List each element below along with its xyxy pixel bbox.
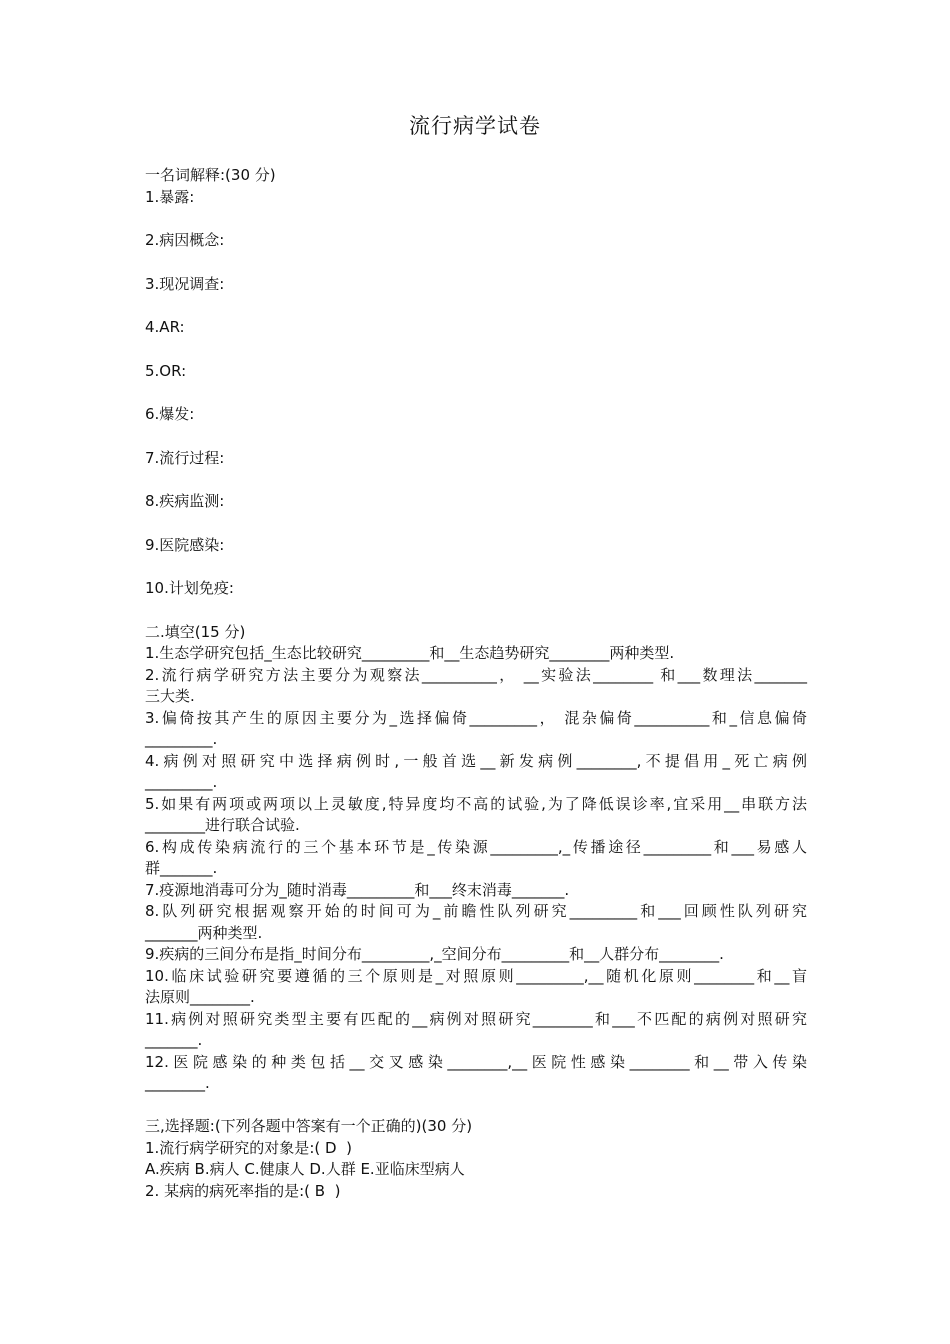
fill-blank-line: _________. <box>145 773 218 791</box>
definition-item: 9.医院感染: <box>145 535 225 554</box>
fill-blank-line: 3.偏倚按其产生的原因主要分为_选择偏倚_________， 混杂偏倚__________和_信息偏倚 <box>145 708 807 727</box>
section3-heading: 三,选择题:(下列各题中答案有一个正确的)(30 分) <box>145 1117 473 1135</box>
question-line: 1.流行病学研究的对象是:( D ) <box>145 1138 352 1157</box>
fill-blank-line: ________进行联合试验. <box>145 816 300 834</box>
definition-item: 7.流行过程: <box>145 448 225 467</box>
fill-blank-line: 9.疾病的三间分布是指_时间分布_________,_空间分布_________和__人群分布________. <box>145 945 724 963</box>
fill-blank-line: ________. <box>145 1074 210 1092</box>
question-line: 2. 某病的病死率指的是:( B ) <box>145 1181 341 1200</box>
definition-item: 4.AR: <box>145 318 185 336</box>
fill-blank-line: 11.病例对照研究类型主要有匹配的__病例对照研究________和___不匹配的病例对照研究 <box>145 1009 807 1028</box>
fill-blank-line: 法原则________. <box>145 988 255 1006</box>
page-title: 流行病学试卷 <box>409 114 541 138</box>
definition-item: 5.OR: <box>145 361 187 380</box>
definition-item: 2.病因概念: <box>145 231 225 249</box>
fill-blank-line: 12.医院感染的种类包括__交叉感染________,__医院性感染________和__带入传染 <box>145 1052 807 1071</box>
fill-blank-line: 群_______. <box>145 859 218 877</box>
definition-item: 10.计划免疫: <box>145 579 234 597</box>
fill-blank-line: 6.构成传染病流行的三个基本环节是_传染源_________,_传播途径_________和___易感人 <box>145 837 807 856</box>
definition-item: 1.暴露: <box>145 187 195 206</box>
section2-heading: 二.填空(15 分) <box>145 622 246 641</box>
fill-blank-line: _______. <box>145 1031 203 1049</box>
fill-blank-line: 2.流行病学研究方法主要分为观察法__________， __实验法________ 和___数理法_______ <box>145 665 807 684</box>
exam-content <box>145 165 807 1202</box>
fill-blank-line: 8.队列研究根据观察开始的时间可为_前瞻性队列研究_________和___回顾性队列研究 <box>145 902 807 920</box>
fill-blank-line: 三大类. <box>145 687 195 705</box>
fill-blank-line: _______两种类型. <box>145 923 263 942</box>
section1-heading: 一名词解释:(30 分) <box>145 166 276 184</box>
fill-blank-line: 7.疫源地消毒可分为_随时消毒_________和___终末消毒_______. <box>145 880 570 899</box>
fill-blank-line: 1.生态学研究包括_生态比较研究_________和__生态趋势研究________两种类型. <box>145 644 675 662</box>
fill-blank-line: 4.病例对照研究中选择病例时,一般首选__新发病例________,不提倡用_死亡病例 <box>145 751 807 770</box>
fill-blank-line: 5.如果有两项或两项以上灵敏度,特异度均不高的试验,为了降低误诊率,宜采用__串联方法 <box>145 794 807 813</box>
definition-item: 3.现况调查: <box>145 274 225 293</box>
question-options: A.疾病 B.病人 C.健康人 D.人群 E.亚临床型病人 <box>145 1160 465 1178</box>
definition-item: 6.爆发: <box>145 405 195 423</box>
section-spacer <box>145 1095 807 1117</box>
fill-blank-line: 10.临床试验研究要遵循的三个原则是_对照原则_________,__随机化原则________和__盲 <box>145 966 807 985</box>
definition-item: 8.疾病监测: <box>145 492 225 510</box>
fill-blank-line: _________. <box>145 730 218 748</box>
